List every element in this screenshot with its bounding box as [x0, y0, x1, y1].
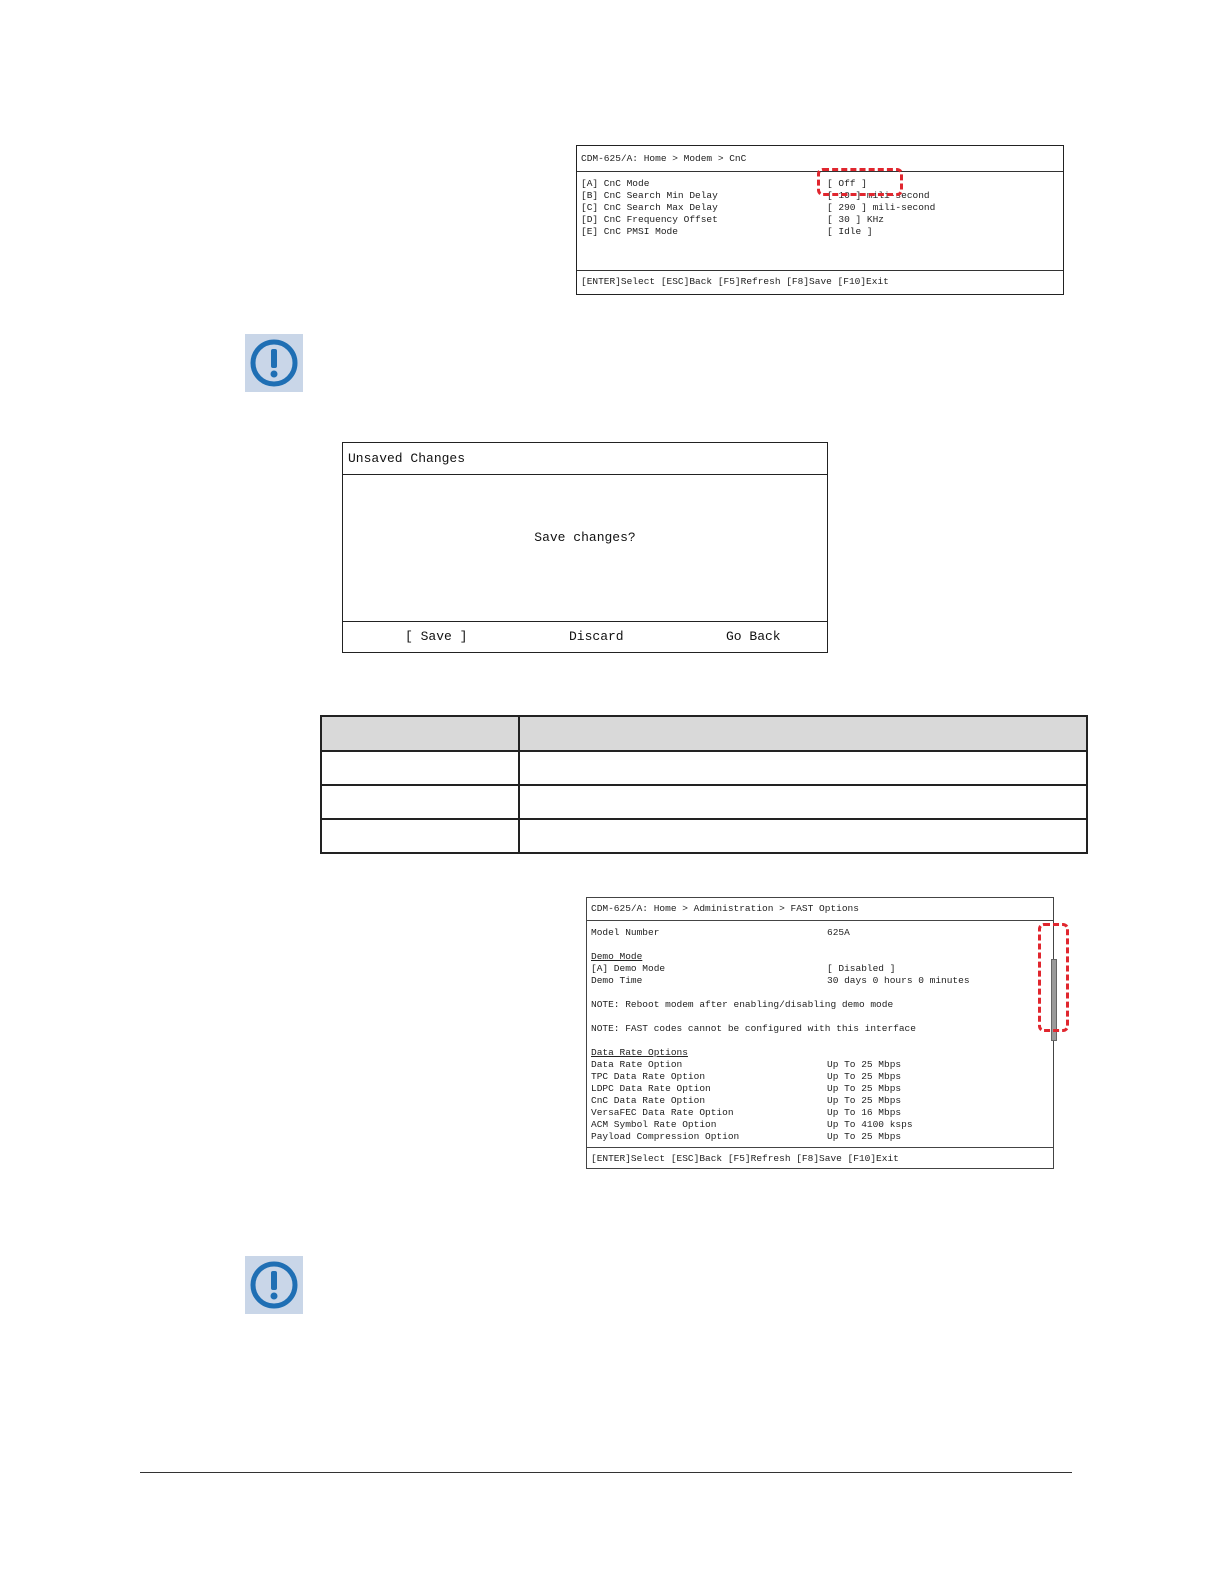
table-row — [321, 785, 1087, 819]
rate-value: Up To 25 Mbps — [827, 1059, 902, 1070]
save-button[interactable]: [ Save ] — [405, 629, 468, 644]
table-header-row — [321, 716, 1087, 751]
table-cell — [519, 819, 1087, 853]
cnc-row-value[interactable]: [ 30 ] KHz — [827, 214, 885, 225]
rate-label: LDPC Data Rate Option — [591, 1083, 711, 1094]
table-cell — [519, 785, 1087, 819]
dialog-message-area — [343, 475, 827, 622]
rate-value: Up To 25 Mbps — [827, 1083, 902, 1094]
info-table — [320, 715, 1088, 854]
rate-label: TPC Data Rate Option — [591, 1071, 706, 1082]
demo-time-value: 30 days 0 hours 0 minutes — [827, 975, 970, 986]
table-cell — [519, 751, 1087, 785]
cnc-row-label[interactable]: [B] CnC Search Min Delay — [581, 190, 718, 201]
cnc-row-label[interactable]: [E] CnC PMSI Mode — [581, 226, 678, 237]
cnc-row-value[interactable]: [ 290 ] mili-second — [827, 202, 936, 213]
rate-value: Up To 25 Mbps — [827, 1071, 902, 1082]
model-number-value: 625A — [827, 927, 850, 938]
dialog-buttons — [343, 622, 827, 652]
demo-mode-heading: Demo Mode — [591, 951, 643, 962]
table-cell — [321, 751, 519, 785]
cnc-row-label[interactable]: [D] CnC Frequency Offset — [581, 214, 718, 225]
cnc-row-label[interactable]: [A] CnC Mode — [581, 178, 650, 189]
dialog-title: Unsaved Changes — [343, 443, 827, 475]
note-reboot: NOTE: Reboot modem after enabling/disabling demo mode — [591, 999, 894, 1010]
cnc-screen — [576, 145, 1064, 295]
cnc-breadcrumb: CDM-625/A: Home > Modem > CnC — [577, 146, 1063, 172]
fast-footer-keys: [ENTER]Select [ESC]Back [F5]Refresh [F8]Save [F10]Exit — [591, 1153, 899, 1164]
dialog-message: Save changes? — [534, 530, 636, 545]
cnc-row-value[interactable]: [ Off ] — [827, 178, 867, 189]
table-header-cell — [321, 716, 519, 751]
rate-value: Up To 4100 ksps — [827, 1119, 913, 1130]
fast-options-screen — [586, 897, 1054, 1169]
data-rate-heading: Data Rate Options — [591, 1047, 688, 1058]
table-header-cell — [519, 716, 1087, 751]
table-row — [321, 751, 1087, 785]
table-cell — [321, 819, 519, 853]
demo-mode-label[interactable]: [A] Demo Mode — [591, 963, 666, 974]
fast-body — [587, 921, 1053, 1148]
rate-label: VersaFEC Data Rate Option — [591, 1107, 734, 1118]
demo-mode-value[interactable]: [ Disabled ] — [827, 963, 896, 974]
footer-divider — [140, 1472, 1072, 1473]
highlight-box — [1038, 923, 1069, 1032]
table-cell — [321, 785, 519, 819]
cnc-footer-keys: [ENTER]Select [ESC]Back [F5]Refresh [F8]Save [F10]Exit — [581, 276, 889, 287]
rate-label: ACM Symbol Rate Option — [591, 1119, 717, 1130]
rate-value: Up To 25 Mbps — [827, 1095, 902, 1106]
rate-label: CnC Data Rate Option — [591, 1095, 706, 1106]
rate-label: Payload Compression Option — [591, 1131, 740, 1142]
model-number-label: Model Number — [591, 927, 660, 938]
cnc-row-value[interactable]: [ 10 ] mili-second — [827, 190, 930, 201]
note-fast-codes: NOTE: FAST codes cannot be configured with this interface — [591, 1023, 916, 1034]
fast-breadcrumb: CDM-625/A: Home > Administration > FAST Options — [587, 898, 1053, 921]
highlight-box — [817, 168, 903, 196]
discard-button[interactable]: Discard — [569, 629, 624, 644]
table-row — [321, 819, 1087, 853]
caution-icon — [245, 1256, 303, 1314]
caution-icon — [245, 334, 303, 392]
cnc-row-value[interactable]: [ Idle ] — [827, 226, 873, 237]
go-back-button[interactable]: Go Back — [726, 629, 781, 644]
demo-time-label: Demo Time — [591, 975, 643, 986]
rate-label: Data Rate Option — [591, 1059, 683, 1070]
rate-value: Up To 16 Mbps — [827, 1107, 902, 1118]
cnc-row-label[interactable]: [C] CnC Search Max Delay — [581, 202, 718, 213]
unsaved-changes-dialog — [342, 442, 828, 653]
rate-value: Up To 25 Mbps — [827, 1131, 902, 1142]
